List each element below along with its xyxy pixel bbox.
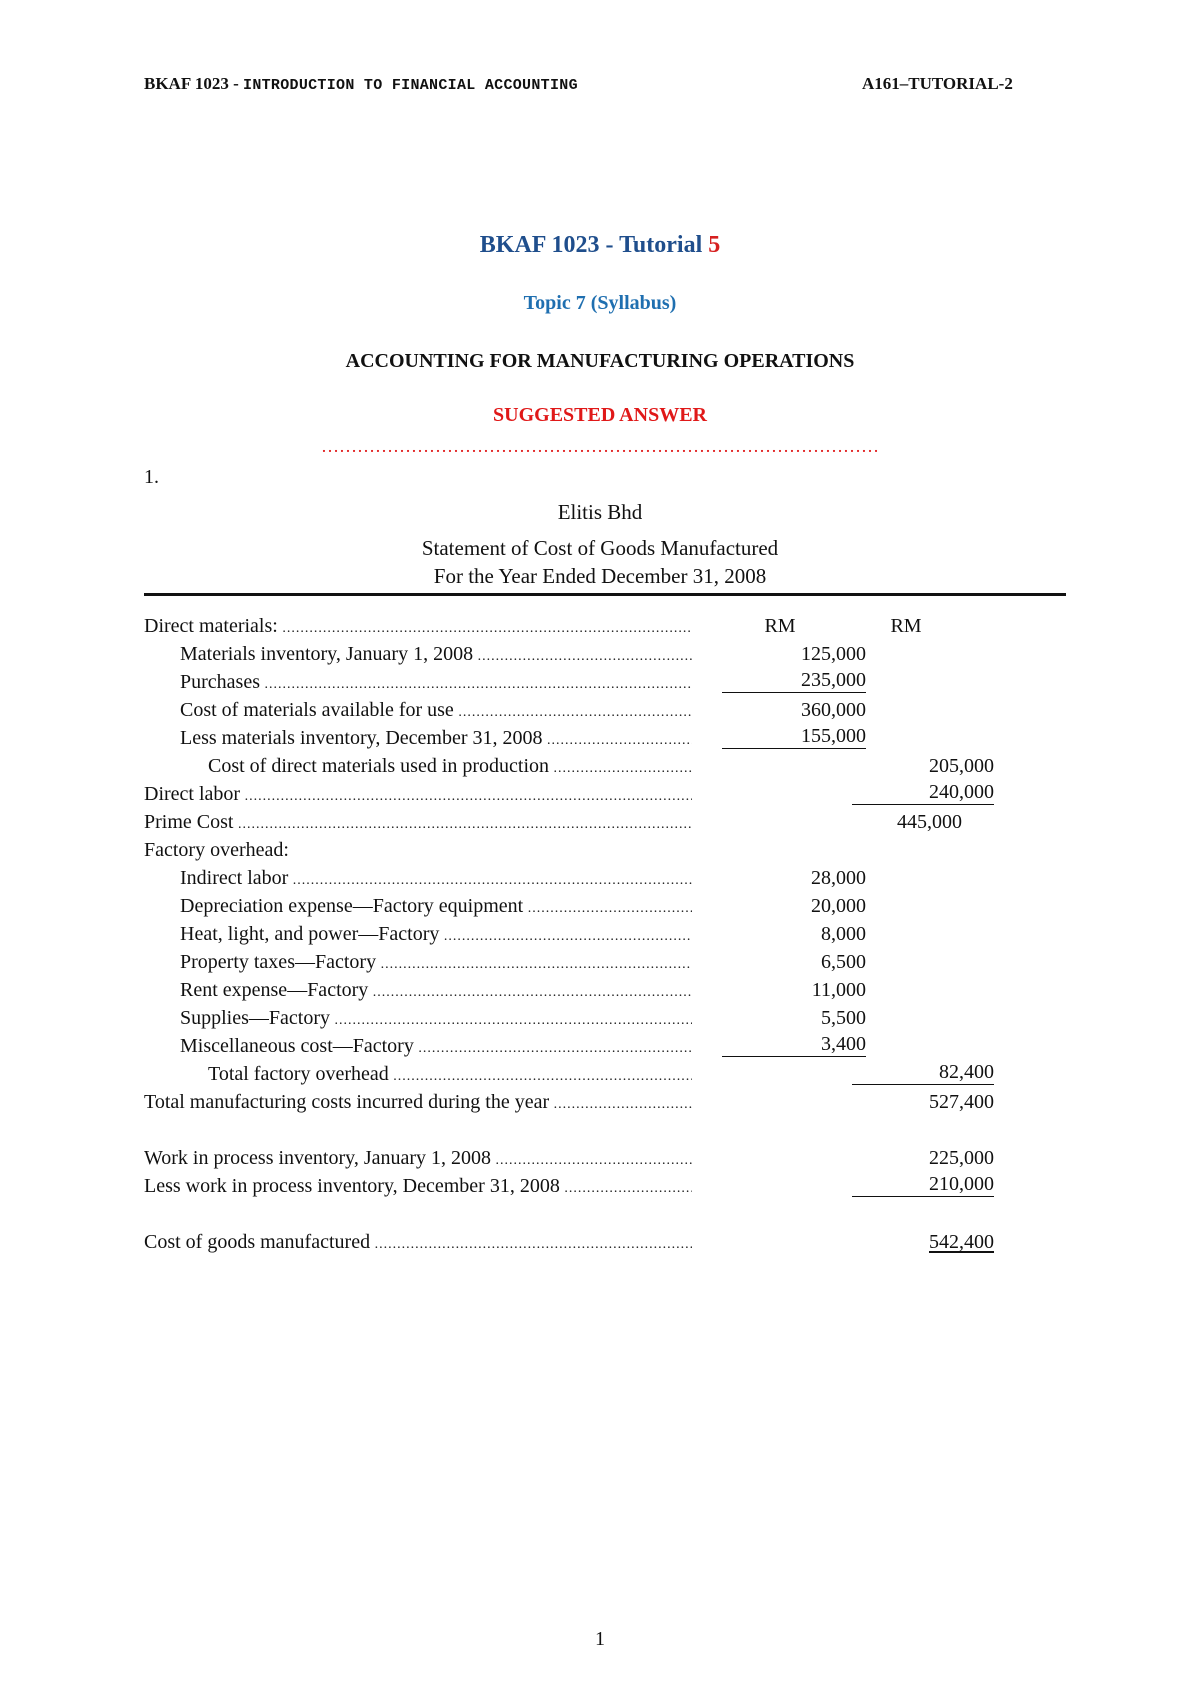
row-supplies: [0, 1004, 1200, 1032]
row-amount: 360,000: [801, 699, 866, 721]
row-amount: 8,000: [821, 923, 866, 945]
row-amount: 240,000: [852, 780, 994, 805]
row-label: Direct labor .....: [144, 780, 692, 811]
row-label: Direct materials: .....: [144, 612, 692, 643]
statement-period: For the Year Ended December 31, 2008: [433, 564, 767, 588]
row-wip-inventory-jan: [0, 1144, 1200, 1172]
row-label: Miscellaneous cost—Factory .....: [180, 1032, 692, 1063]
row-amount: 542,400: [929, 1231, 994, 1253]
heading-rule: [144, 593, 1066, 596]
row-label: Materials inventory, January 1, 2008 .....: [180, 640, 692, 671]
row-prime-cost: [0, 808, 1200, 836]
row-materials-available: [0, 696, 1200, 724]
row-label: Total factory overhead .....: [208, 1060, 692, 1091]
row-amount: 11,000: [811, 979, 866, 1001]
row-amount: 225,000: [929, 1147, 994, 1169]
row-amount: 210,000: [852, 1172, 994, 1197]
row-amount: 235,000: [722, 668, 866, 693]
topic-subtitle: Topic 7 (Syllabus): [523, 292, 677, 314]
row-cost-of-goods-manufactured: [0, 1228, 1200, 1256]
course-code: BKAF 1023 -: [144, 74, 244, 93]
row-heat-light-power: [0, 920, 1200, 948]
row-amount: 445,000: [897, 811, 962, 833]
course-title: INTRODUCTION TO FINANCIAL ACCOUNTING: [243, 77, 578, 94]
row-amount: 527,400: [929, 1091, 994, 1113]
question-number: 1.: [144, 466, 159, 488]
row-label: Supplies—Factory .....: [180, 1004, 692, 1035]
row-purchases: [0, 668, 1200, 696]
row-rent-expense: [0, 976, 1200, 1004]
row-label: Purchases .....: [180, 668, 692, 699]
col1-currency: RM: [764, 615, 796, 637]
page-number: 1: [595, 1628, 605, 1650]
row-label: Cost of materials available for use .....: [180, 696, 692, 727]
row-label: Work in process inventory, January 1, 2008 .....: [144, 1144, 692, 1175]
row-amount: 3,400: [722, 1032, 866, 1057]
row-property-taxes: [0, 948, 1200, 976]
row-label: Rent expense—Factory .....: [180, 976, 692, 1007]
row-less-materials-inventory-dec: [0, 724, 1200, 752]
row-label: Cost of goods manufactured .....: [144, 1228, 692, 1259]
row-amount: 205,000: [929, 755, 994, 777]
row-amount: 155,000: [722, 724, 866, 749]
row-miscellaneous-cost: [0, 1032, 1200, 1060]
row-label: Factory overhead:: [144, 839, 289, 861]
row-amount: 6,500: [821, 951, 866, 973]
row-direct-materials: [0, 612, 1200, 640]
row-depreciation: [0, 892, 1200, 920]
col2-currency: RM: [890, 615, 922, 637]
row-label: Less materials inventory, December 31, 2008 .....: [180, 724, 692, 755]
row-amount: 82,400: [852, 1060, 994, 1085]
row-label: Property taxes—Factory .....: [180, 948, 692, 979]
row-direct-materials-used: [0, 752, 1200, 780]
row-total-factory-overhead: [0, 1060, 1200, 1088]
row-label: Total manufacturing costs incurred during the year .....: [144, 1088, 692, 1119]
title-text: BKAF 1023 - Tutorial: [479, 232, 709, 258]
row-label: Prime Cost .....: [144, 808, 692, 839]
tutorial-number: 5: [708, 232, 721, 258]
running-header-left: [144, 74, 578, 94]
document-title: [0, 232, 1200, 259]
row-factory-overhead: [0, 836, 1200, 864]
separator-line: …………………………………………………………………………………: [321, 436, 879, 456]
running-header-right: A161–TUTORIAL-2: [862, 74, 1013, 93]
row-amount: 28,000: [811, 867, 866, 889]
row-label: Indirect labor .....: [180, 864, 692, 895]
row-label: Heat, light, and power—Factory .....: [180, 920, 692, 951]
row-direct-labor: [0, 780, 1200, 808]
row-total-manufacturing-costs: [0, 1088, 1200, 1116]
suggested-answer-label: SUGGESTED ANSWER: [493, 404, 707, 426]
section-heading: ACCOUNTING FOR MANUFACTURING OPERATIONS: [345, 350, 855, 372]
row-amount: 125,000: [801, 643, 866, 665]
row-indirect-labor: [0, 864, 1200, 892]
row-label: Cost of direct materials used in production .....: [208, 752, 692, 783]
statement-title: Statement of Cost of Goods Manufactured: [421, 536, 779, 560]
row-amount: 5,500: [821, 1007, 866, 1029]
row-label: Less work in process inventory, December 31, 2008 .....: [144, 1172, 692, 1203]
company-name: Elitis Bhd: [557, 500, 643, 524]
row-less-wip-inventory-dec: [0, 1172, 1200, 1200]
row-amount: 20,000: [811, 895, 866, 917]
row-label: Depreciation expense—Factory equipment .....: [180, 892, 692, 923]
row-materials-inventory-jan: [0, 640, 1200, 668]
